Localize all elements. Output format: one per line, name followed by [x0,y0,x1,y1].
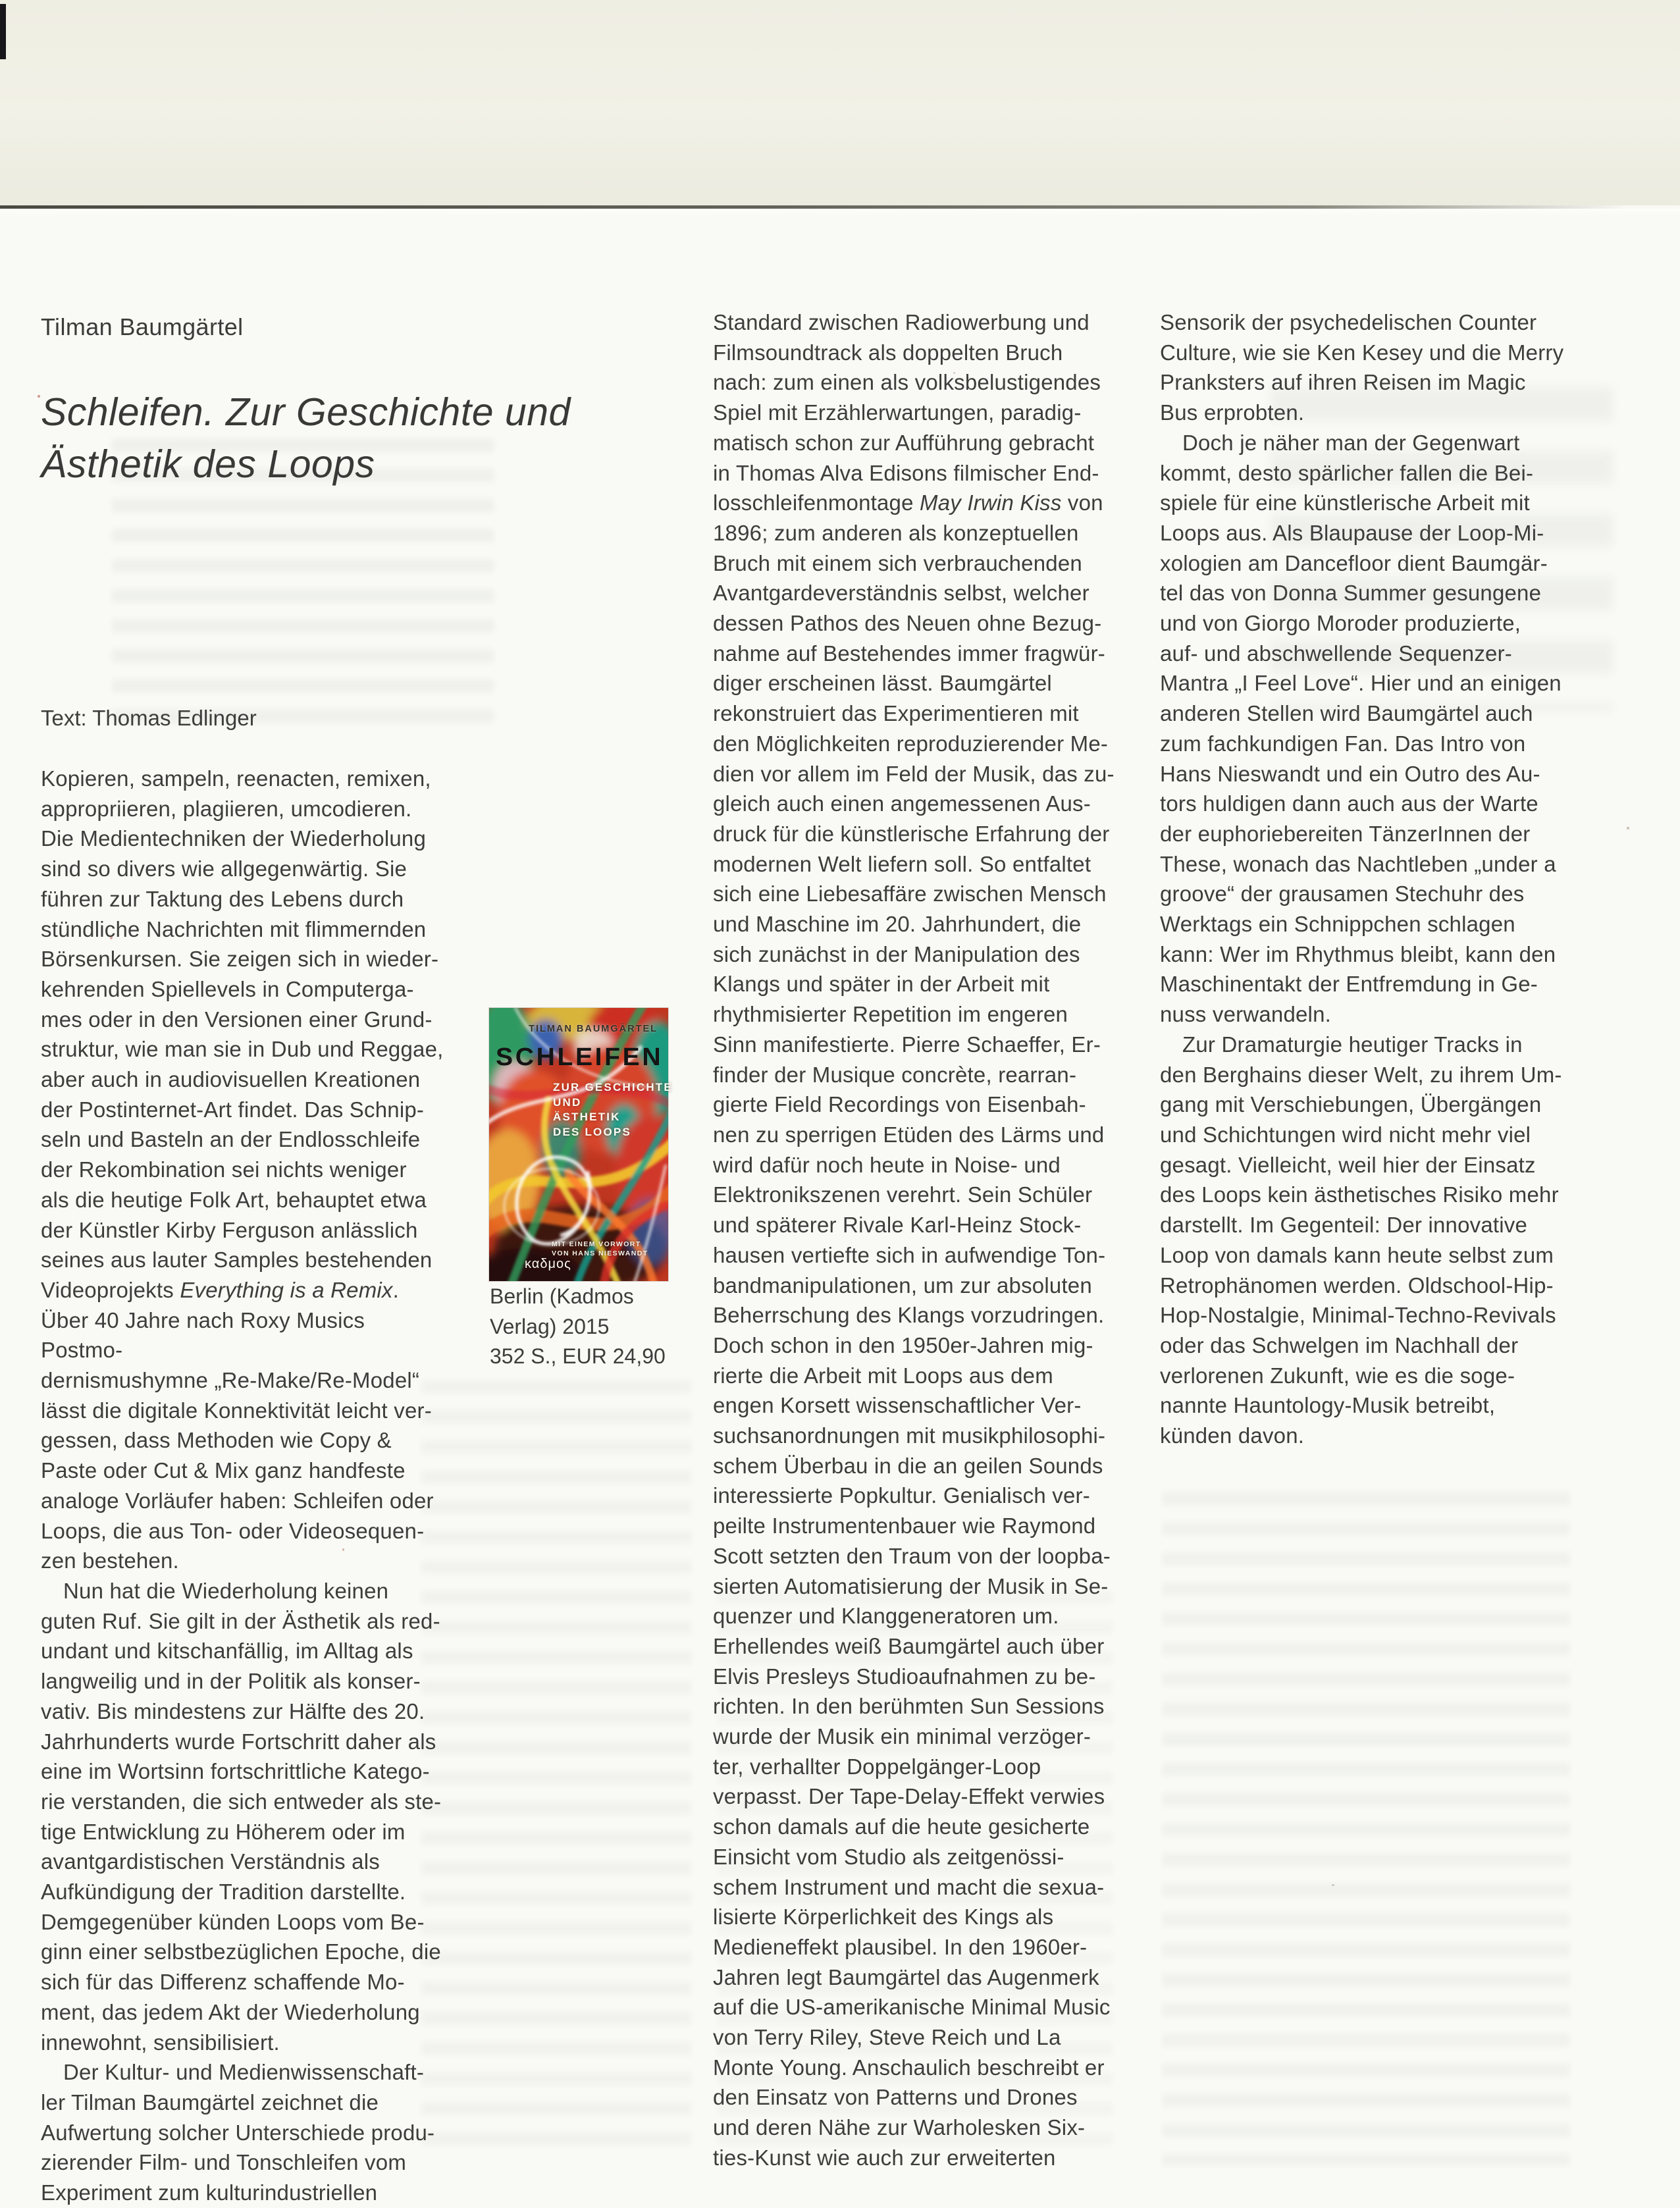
paragraph: Nun hat die Wiederholung keinen guten Ruf. Sie gilt in der Ästhetik als red- undant und kitschanfällig, im Alltag als langweilig und in der Politik als konser- vativ. Bis mindestens zur Hälfte des 20. Jahrhunderts wurde Fortschritt daher als eine im Wortsinn fortschrittliche Katego- rie verstanden, die sich entweder als ste- tige Entwicklung zu Höherem oder im avantgardistischen Verständnis als Aufkündigung der Tradition darstellte. Demgegenüber künden Loops vom Be- ginn einer selbstbezüglichen Epoche, die sich für das Differenz schaffende Mo- ment, das jedem Akt der Wiederholung innewohnt, sensibilisiert. [41,1578,442,2055]
article-author: Tilman Baumgärtel [41,313,244,340]
article-byline: Text: Thomas Edlinger [41,706,257,730]
paragraph: Standard zwischen Radiowerbung und Filmsoundtrack als doppelten Bruch nach: zum einen als volksbelustigendes Spiel mit Erzählerwartungen, paradig- matisch schon zur Aufführung gebracht in Thomas Alva Edisons filmischer End- losschleifenmontage May Irwin Kiss von 1896; zum anderen als konzeptuellen Bruch mit einem sich verbrauchenden Avantgardeverständnis selbst, welcher dessen Pathos des Neuen ohne Bezug- nahme auf Bestehendes immer fragwür- diger erscheinen lässt. Baumgärtel rekonstruiert das Experimentieren mit den Möglichkeiten reproduzierender Me- dien vor allem im Feld der Musik, das zu- gleich auch einen angemessenen Aus- druck für die künstlerische Erfahrung der modernen Welt liefern soll. So entfaltet sich eine Liebesaffäre zwischen Mensch und Maschine im 20. Jahrhundert, die sich zunächst in der Manipulation des Klangs und später in der Arbeit mit rhythmisierter Repetition im engeren Sinn manifestierte. Pierre Schaeffer, Er- finder der Musique concrète, rearran- gierte Field Recordings von Eisenbah- nen zu sperrigen Etüden des Lärms und wird dafür noch heute in Noise- und Elektronikszenen verehrt. Sein Schüler und späterer Rivale Karl-Heinz Stock- hausen vertiefte sich in aufwendige Ton- bandmanipulationen, um zur absoluten Beherrschung des Klangs vorzudringen. Doch schon in den 1950er-Jahren mig- rierte die Arbeit mit Loops aus dem engen Korsett wissenschaftlicher Ver- suchsanordnungen mit musikphilosophi- schem Überbau in die an geilen Sounds interessierte Popkultur. Genialisch ver- peilte Instrumentenbauer wie Raymond Scott setzten den Traum von der loopba- sierten Automatisierung der Musik in Se- quenzer und Klanggeneratoren um. Erhellendes weiß Baumgärtel auch über Elvis Presleys Studioaufnahmen zu be- richten. In den berühmten Sun Sessions wurde der Musik ein minimal verzöger- ter, verhallter Doppelgänger-Loop verpasst. Der Tape-Delay-Effekt verwies schon damals auf die heute gesicherte Einsicht vom Studio als zeitgenössi- schem Instrument und macht die sexua- lisierte Körperlichkeit des Kings als Medieneffekt plausibel. In den 1960er- Jahren legt Baumgärtel das Augenmerk auf die US-amerikanische Minimal Music von Terry Riley, Steve Reich und La Monte Young. Anschaulich beschreibt er den Einsatz von Patterns und Drones und deren Nähe zur Warholesken Six- ties-Kunst wie auch zur erweiterten [713,310,1115,2170]
article-title: Schleifen. Zur Geschichte und Ästhetik des Loops [41,390,571,486]
paragraph: Der Kultur- und Medienwissenschaft- ler Tilman Baumgärtel zeichnet die Aufwertung solcher Unterschiede produ- zierender Film- und Tonschleifen vom Experiment zum kulturindustriellen [41,2060,435,2205]
cover-author-text: TILMAN BAUMGÄRTEL [529,1024,658,1034]
scan-speck [1332,1884,1334,1886]
cover-title-text: SCHLEIFEN [496,1043,664,1071]
paragraph: Kopieren, sampeln, reenacten, remixen, appropriieren, plagiieren, umcodieren. Die Medientechniken der Wiederholung sind so divers wie allgegenwärtig. Sie führen zur Taktung des Lebens durch stündliche Nachrichten mit flimmernden Börsenkursen. Sie zeigen sich in wieder- kehrenden Spiellevels in Computerga- mes oder in den Versionen einer Grund- struktur, wie man sie in Dub und Reggae, aber auch in audiovisuellen Kreationen der Postinternet-Art findet. Das Schnip- seln und Basteln an der Endlosschleife der Rekombination sei nichts weniger als die heutige Folk Art, behauptet etwa der Künstler Kirby Ferguson anlässlich seines aus lauter Samples bestehenden Videoprojekts Everything is a Remix. Über 40 Jahre nach Roxy Musics Postmo- dernismushymne „Re-Make/Re-Model“ lässt die digitale Konnektivität leicht ver- gessen, dass Methoden wie Copy & Paste oder Cut & Mix ganz handfeste analoge Vorläufer haben: Schleifen oder Loops, die aus Ton- oder Videosequen- zen bestehen. [41,766,444,1573]
text-column-2 [713,307,1124,2173]
paragraph: Doch je näher man der Gegenwart kommt, desto spärlicher fallen die Bei- spiele für eine künstlerische Arbeit mit Loops aus. Als Blaupause der Loop-Mi- xologien am Dancefloor dient Baumgär- tel das von Donna Summer gesungene und von Giorgo Moroder produzierte, auf- und abschwellende Sequenzer- Mantra „I Feel Love“. Hier und an einigen anderen Stellen wird Baumgärtel auch zum fachkundigen Fan. Das Intro von Hans Nieswandt und ein Outro des Au- tors huldigen dann auch aus der Warte der euphoriebereiten TänzerInnen der These, wonach das Nachtleben „under a groove“ der grausamen Stechuhr des Werktags ein Schnippchen schlagen kann: Wer im Rhythmus bleibt, kann den Maschinentakt der Entfremdung in Ge- nuss verwandeln. [1160,430,1562,1027]
scan-corner-sliver [0,4,6,59]
book-cover [489,1008,673,1281]
text-column-3 [1160,307,1571,1451]
text-column-1 [41,764,452,2208]
book-caption: Berlin (Kadmos Verlag) 2015 352 S., EUR 24,90 [490,1284,666,1368]
paragraph: Sensorik der psychedelischen Counter Culture, wie sie Ken Kesey und die Merry Pranksters auf ihren Reisen im Magic Bus erprobten. [1160,310,1564,425]
scan-speck [1627,827,1629,829]
scan-speck [38,395,40,398]
paragraph: Zur Dramaturgie heutiger Tracks in den Berghains dieser Welt, zu ihrem Um- gang mit Verschiebungen, Übergängen und Schichtungen wird nicht mehr viel gesagt. Vielleicht, weil hier der Einsatz des Loops kein ästhetisches Risiko mehr darstellt. Im Gegenteil: Der innovative Loop von damals kann heute selbst zum Retrophänomen werden. Oldschool-Hip- Hop-Nostalgie, Minimal-Techno-Revivals oder das Schwelgen im Nachhall der verlorenen Zukunft, wie es die soge- nannte Hauntology-Musik betreibt, künden davon. [1160,1032,1562,1448]
page-edge-highlight [0,209,1680,215]
cover-foreword-text: MIT EINEM VORWORT VON HANS NIESWANDT [552,1240,648,1257]
cover-subtitle-text: ZUR GESCHICHTE UND ÄSTHETIK DES LOOPS [553,1081,673,1138]
previous-page-edge-band [0,0,1680,205]
publisher-logo: καδμος [525,1257,571,1271]
page-bleedthrough [1162,1481,1570,2166]
page-bleedthrough [421,1369,691,2159]
